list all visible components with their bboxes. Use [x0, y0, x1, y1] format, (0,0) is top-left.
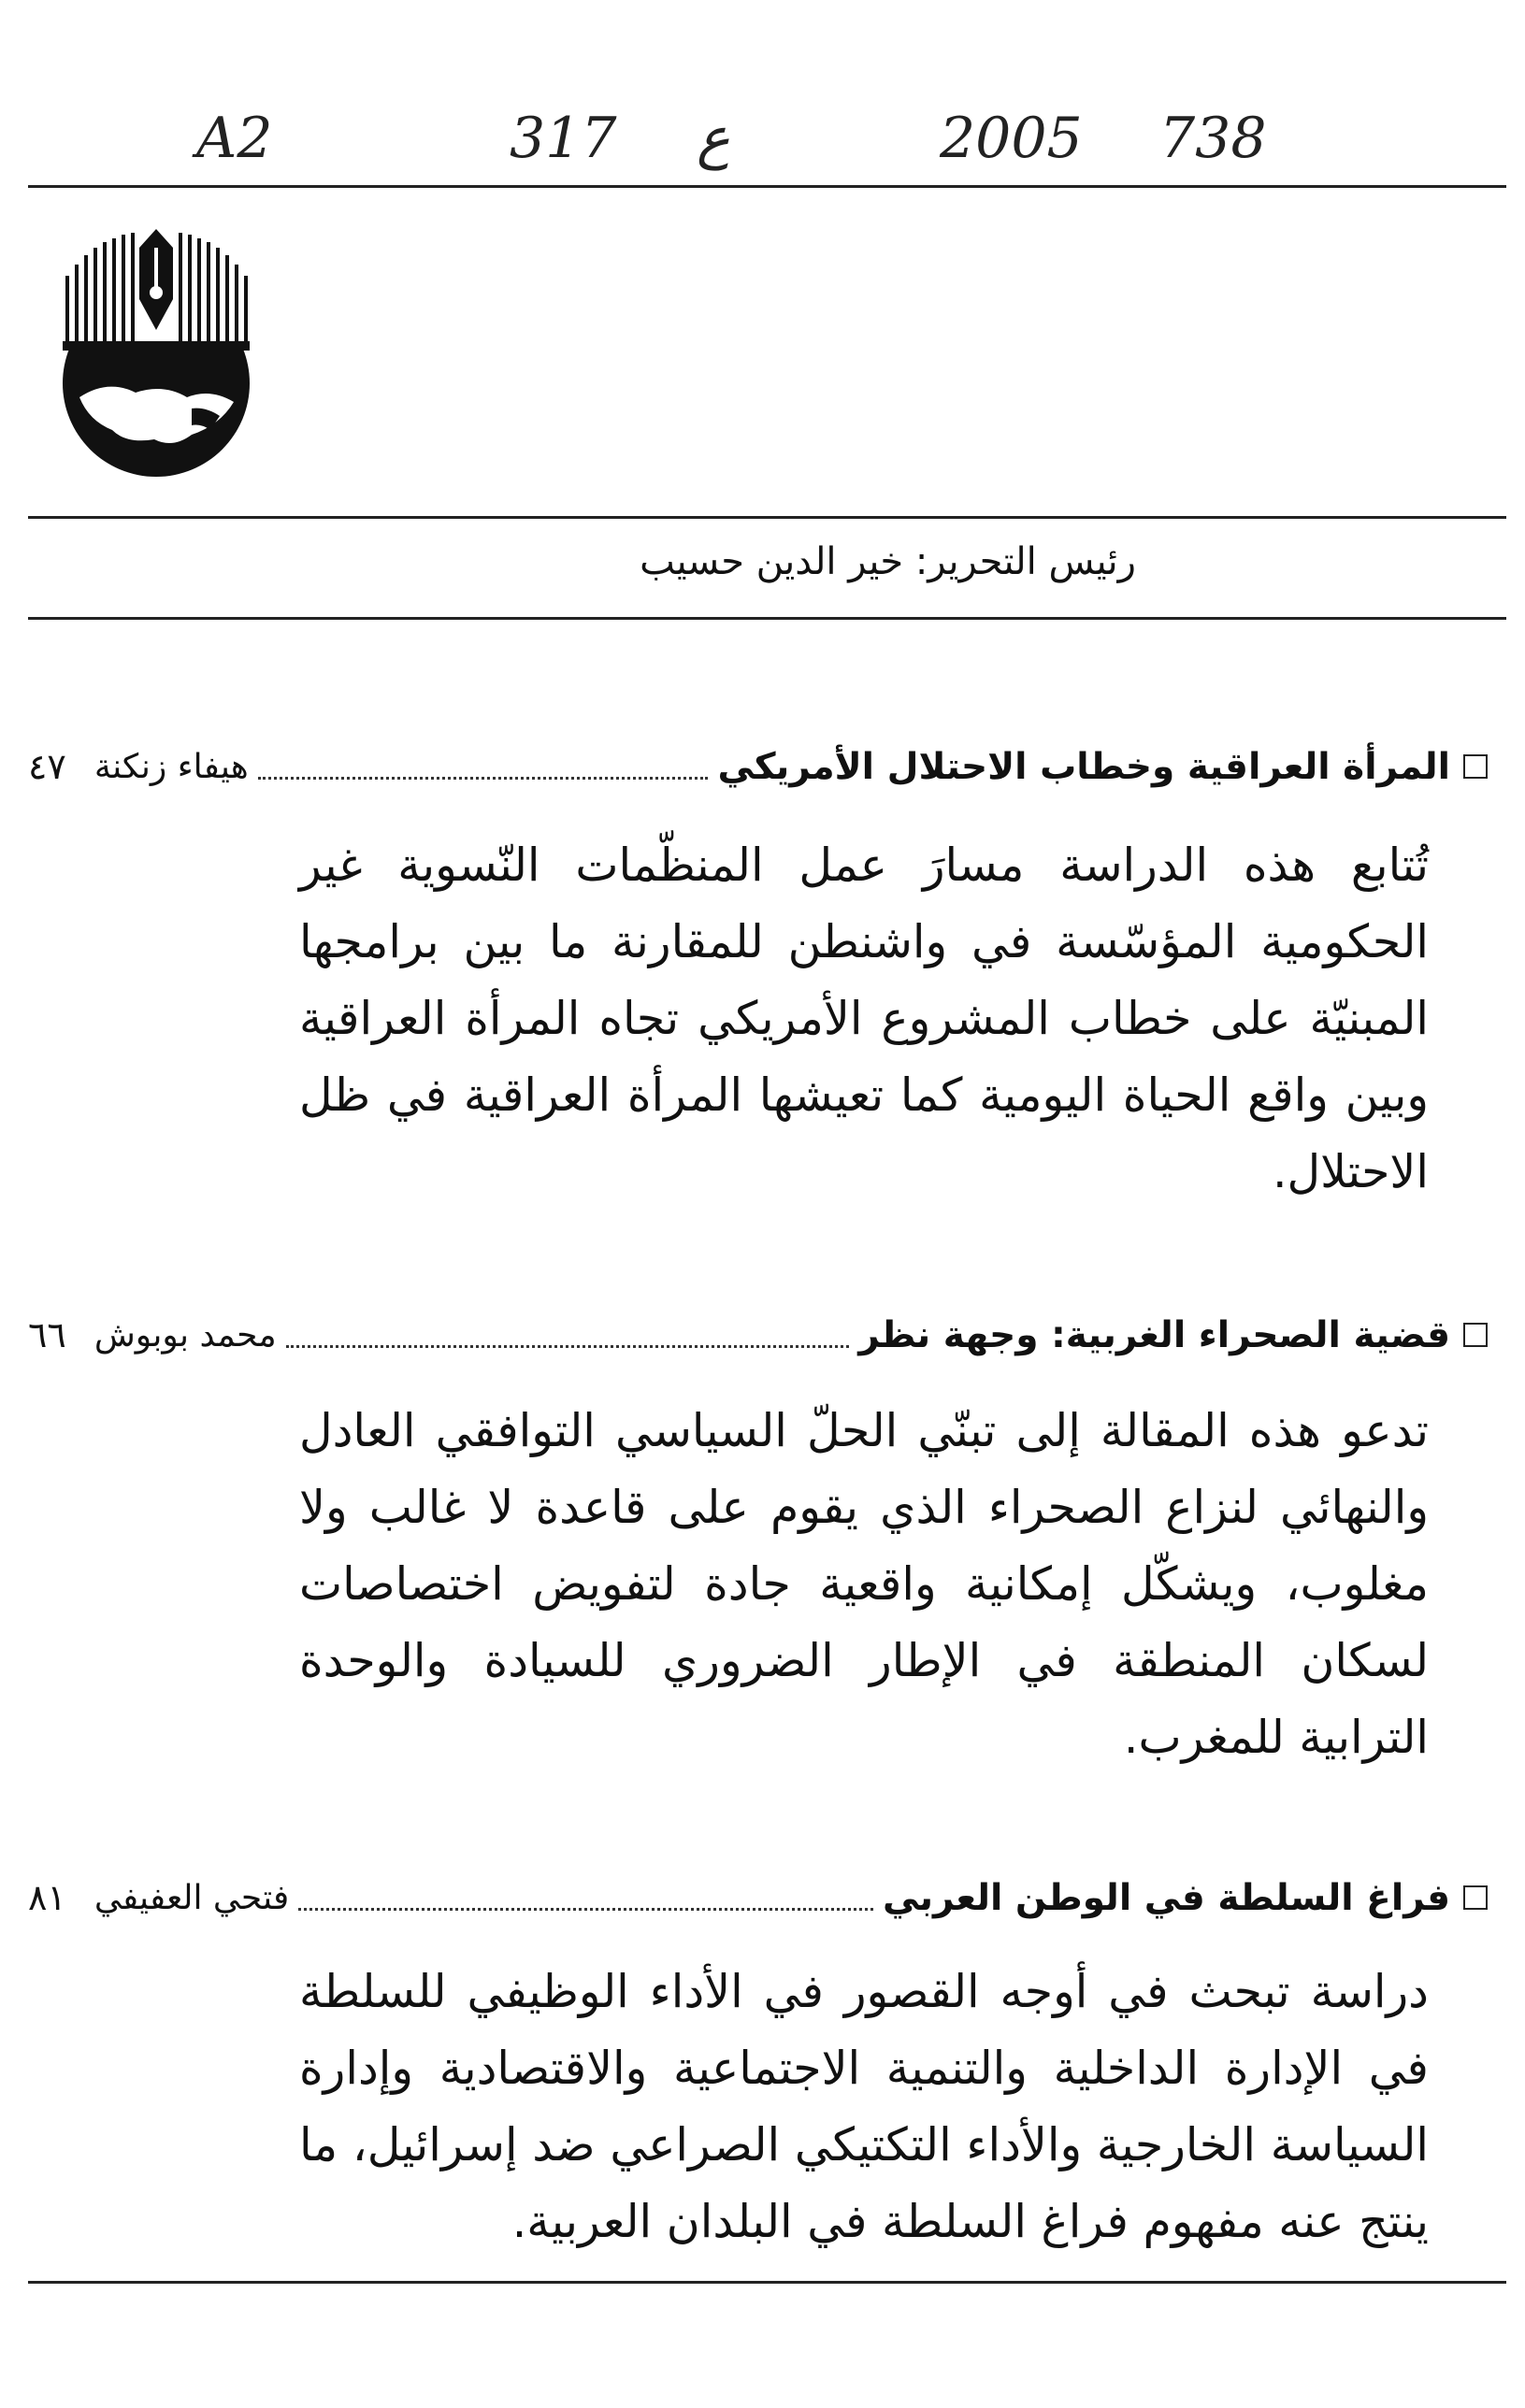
toc-entry-2[interactable]: [28, 1307, 1488, 1363]
handwritten-letter: ع: [697, 106, 730, 171]
handwritten-number: 317: [510, 106, 617, 171]
checkbox-icon: [1463, 754, 1488, 779]
bottom-rule: [28, 2281, 1506, 2284]
header-rule-lower: [28, 617, 1506, 620]
toc-entry-3[interactable]: [28, 1870, 1488, 1926]
entry-title: المرأة العراقية وخطاب الاحتلال الأمريكي: [717, 745, 1450, 788]
center-logo: [23, 210, 290, 477]
entry-page: ٤٧: [28, 746, 66, 787]
entry-page: ٦٦: [28, 1314, 66, 1355]
entry-abstract: تدعو هذه المقالة إلى تبنّي الحلّ السياسي التوافقي العادل والنهائي لنزاع الصحراء الذي يقوم على قاعدة لا غالب ولا مغلوب، ويشكّل إمكانية واقعية جادة لتفويض اختصاصات لسكان المنطقة في الإطار الضروري للسيادة والوحدة الترابية للمغرب.: [299, 1404, 1429, 1764]
entry-author: فتحي العفيفي: [94, 1878, 290, 1917]
handwritten-code: A2: [196, 106, 273, 171]
entry-title: قضية الصحراء الغربية: وجهة نظر: [858, 1313, 1450, 1356]
entry-author: محمد بوبوش: [94, 1315, 277, 1354]
entry-page: ٨١: [28, 1877, 66, 1918]
entry-title: فراغ السلطة في الوطن العربي: [882, 1876, 1450, 1919]
entry-abstract: تُتابع هذه الدراسة مسارَ عمل المنظّمات النّسوية غير الحكومية المؤسّسة في واشنطن للمقارنة ما بين برامجها المبنيّة على خطاب المشروع الأمريكي تجاه المرأة العراقية وبين واقع الحياة اليومية كما تعيشها المرأة العراقية في ظل الاحتلال.: [299, 838, 1429, 1198]
checkbox-icon: [1463, 1323, 1488, 1347]
leader-dots: [286, 1344, 850, 1348]
checkbox-icon: [1463, 1885, 1488, 1910]
entry-abstract: دراسة تبحث في أوجه القصور في الأداء الوظيفي للسلطة في الإدارة الداخلية والتنمية الاجتماعية والاقتصادية وإدارة السياسة الخارجية والأداء التكتيكي الصراعي ضد إسرائيل، ما ينتج عنه مفهوم فراغ السلطة في البلدان العربية.: [299, 1965, 1429, 2248]
header-rule-upper: [28, 516, 1506, 519]
top-rule: [28, 185, 1506, 188]
editor-in-chief: رئيس التحرير: خير الدين حسيب: [640, 540, 1136, 583]
toc-entry-1[interactable]: [28, 738, 1488, 795]
leader-dots: [258, 776, 709, 780]
handwritten-number-2: 738: [1159, 106, 1267, 171]
leader-dots: [298, 1907, 873, 1911]
handwritten-year: 2005: [940, 106, 1083, 171]
entry-author: هيفاء زنكنة: [94, 747, 249, 786]
